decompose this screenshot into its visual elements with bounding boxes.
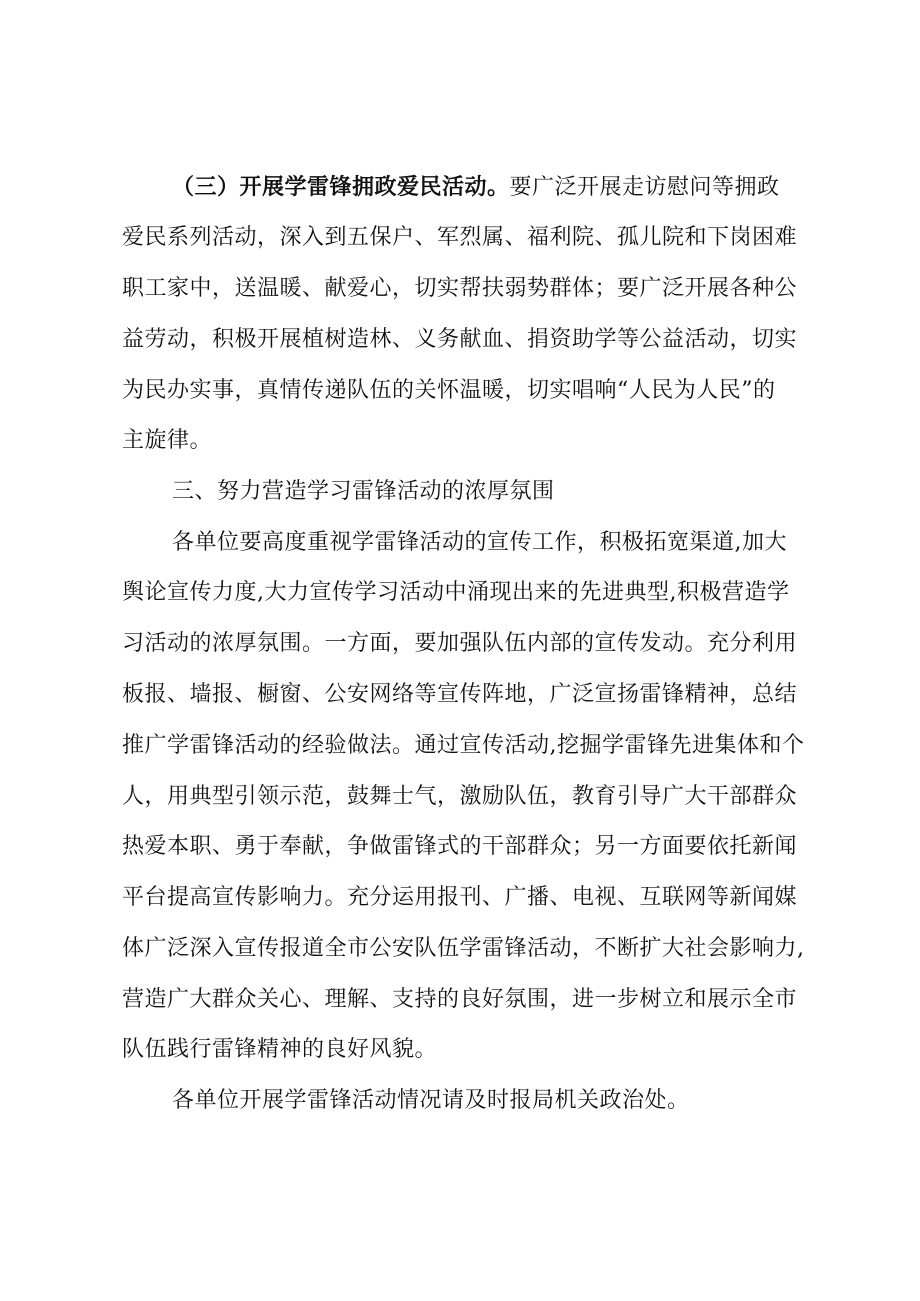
paragraph-line-0: 各单位要高度重视学雷锋活动的宣传工作，积极拓宽渠道,加大 [172, 530, 787, 555]
section3-line-4: 为民办实事，真情传递队伍的关怀温暖，切实唱响“人民为人民”的 [122, 378, 776, 403]
paragraph-line-8: 体广泛深入宣传报道全市公安队伍学雷锋活动，不断扩大社会影响力, [122, 936, 805, 961]
section3-first-line [172, 172, 822, 203]
paragraph-line-2: 习活动的浓厚氛围。一方面，要加强队伍内部的宣传发动。充分利用 [122, 631, 798, 656]
paragraph-line-9: 营造广大群众关心、理解、支持的良好氛围，进一步树立和展示全市 [122, 987, 798, 1012]
section3-line-3: 益劳动，积极开展植树造林、义务献血、捐资助学等公益活动，切实 [122, 327, 798, 352]
paragraph-line-6: 热爱本职、勇于奉献，争做雷锋式的干部群众；另一方面要依托新闻 [122, 834, 798, 859]
section3-line-5: 主旋律。 [122, 428, 213, 453]
section3-title: （三）开展学雷锋拥政爱民活动。 [172, 174, 510, 200]
section3-line-1: 爱民系列活动，深入到五保户、军烈属、福利院、孤儿院和下岗困难 [122, 225, 798, 250]
section3-line-0: 要广泛开展走访慰问等拥政 [509, 175, 780, 200]
paragraph-line-4: 推广学雷锋活动的经验做法。通过宣传活动,挖掘学雷锋先进集体和个 [122, 733, 805, 758]
closing-line: 各单位开展学雷锋活动情况请及时报局机关政治处。 [172, 1088, 690, 1113]
paragraph-line-1: 舆论宣传力度,大力宣传学习活动中涌现出来的先进典型,积极营造学 [122, 580, 790, 605]
heading-three: 三、努力营造学习雷锋活动的浓厚氛围 [172, 479, 555, 504]
paragraph-line-10: 队伍践行雷锋精神的良好风貌。 [122, 1037, 438, 1062]
section3-line-2: 职工家中，送温暖、献爱心，切实帮扶弱势群体；要广泛开展各种公 [122, 276, 798, 301]
paragraph-line-5: 人，用典型引领示范，鼓舞士气，激励队伍，教育引导广大干部群众 [122, 784, 798, 809]
paragraph-line-7: 平台提高宣传影响力。充分运用报刊、广播、电视、互联网等新闻媒 [122, 885, 798, 910]
paragraph-line-3: 板报、墙报、橱窗、公安网络等宣传阵地，广泛宣扬雷锋精神，总结 [122, 682, 798, 707]
